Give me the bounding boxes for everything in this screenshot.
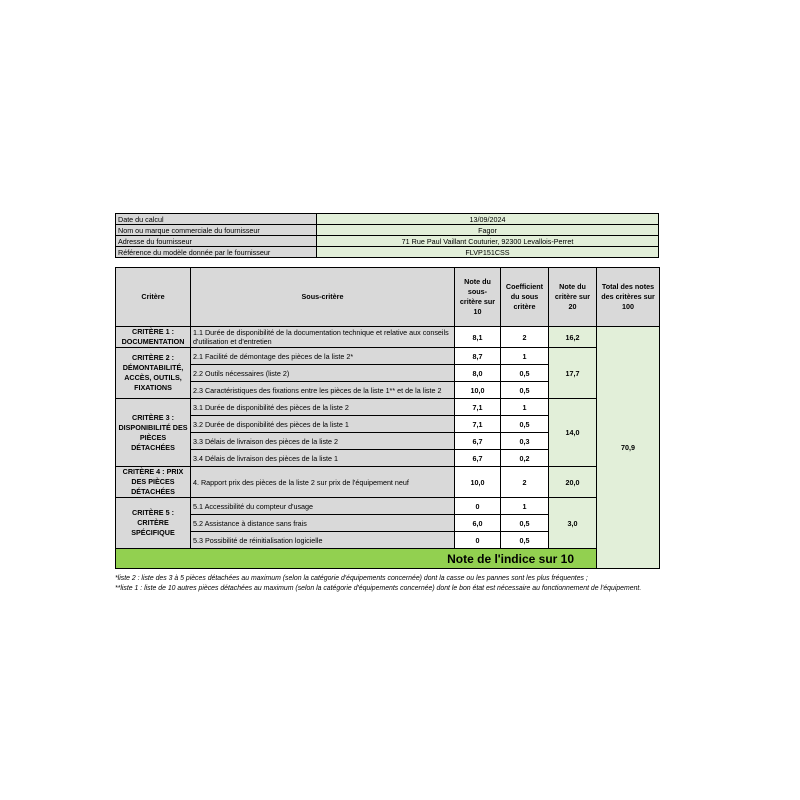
sub-criterion-coef: 1 xyxy=(501,348,549,365)
final-score-row xyxy=(116,549,660,569)
sub-criterion-note: 7,1 xyxy=(455,416,501,433)
info-label: Référence du modèle donnée par le fournisseur xyxy=(116,247,317,258)
sub-criterion-coef: 0,5 xyxy=(501,382,549,399)
info-row-date xyxy=(116,214,659,225)
sub-criterion-note: 10,0 xyxy=(455,382,501,399)
header-sous-critere: Sous-critère xyxy=(191,268,455,327)
criterion-1-name: CRITÈRE 1 : DOCUMENTATION xyxy=(116,327,191,348)
sub-criterion-coef: 2 xyxy=(501,467,549,498)
sub-criterion-coef: 0,5 xyxy=(501,515,549,532)
footnote-list-2: *liste 2 : liste des 3 à 5 pièces détachées au maximum (selon la catégorie d'équipements concernée) dont la casse ou les pannes sont les plus fréquentes ; xyxy=(115,575,588,582)
footnote-list-1: **liste 1 : liste de 10 autres pièces détachées au maximum (selon la catégorie d'équipements concernée) dont le bon état est nécessaire au fonctionnement de l'équipement. xyxy=(115,585,642,592)
header-coefficient: Coefficient du sous critère xyxy=(501,268,549,327)
sub-criterion-label: 1.1 Durée de disponibilité de la documentation technique et relative aux conseils d'utilisation et d'entretien xyxy=(191,327,455,348)
info-label: Nom ou marque commerciale du fournisseur xyxy=(116,225,317,236)
header-note-sous-critere: Note du sous-critère sur 10 xyxy=(455,268,501,327)
sub-criterion-note: 0 xyxy=(455,532,501,549)
sub-criterion-label: 5.1 Accessibilité du compteur d'usage xyxy=(191,498,455,515)
sub-criterion-coef: 0,5 xyxy=(501,532,549,549)
sub-criterion-coef: 1 xyxy=(501,399,549,416)
info-row-reference xyxy=(116,247,659,258)
sub-criterion-label: 3.3 Délais de livraison des pièces de la liste 2 xyxy=(191,433,455,450)
supplier-info-table xyxy=(115,213,659,258)
criterion-4-name: CRITÈRE 4 : PRIX DES PIÈCES DÉTACHÉES xyxy=(116,467,191,498)
table-row xyxy=(116,467,660,498)
header-row xyxy=(116,268,660,327)
info-label: Date du calcul xyxy=(116,214,317,225)
header-critere: Critère xyxy=(116,268,191,327)
sub-criterion-note: 6,7 xyxy=(455,450,501,467)
criterion-3-name: CRITÈRE 3 : DISPONIBILITÉ DES PIÈCES DÉTACHÉES xyxy=(116,399,191,467)
sub-criterion-note: 8,7 xyxy=(455,348,501,365)
final-score-label: Note de l'indice sur 10 xyxy=(116,549,597,569)
sub-criterion-note: 8,1 xyxy=(455,327,501,348)
criterion-1-note: 16,2 xyxy=(549,327,597,348)
sub-criterion-note: 0 xyxy=(455,498,501,515)
footnotes xyxy=(115,574,655,594)
info-row-address xyxy=(116,236,659,247)
info-value: 71 Rue Paul Vaillant Couturier, 92300 Levallois-Perret xyxy=(317,236,659,247)
sub-criterion-coef: 2 xyxy=(501,327,549,348)
sub-criterion-note: 8,0 xyxy=(455,365,501,382)
sub-criterion-label: 3.1 Durée de disponibilité des pièces de la liste 2 xyxy=(191,399,455,416)
header-note-critere: Note du critère sur 20 xyxy=(549,268,597,327)
sub-criterion-label: 5.2 Assistance à distance sans frais xyxy=(191,515,455,532)
sub-criterion-coef: 0,2 xyxy=(501,450,549,467)
criterion-2-name: CRITÈRE 2 : DÉMONTABILITÉ, ACCÈS, OUTILS, FIXATIONS xyxy=(116,348,191,399)
info-row-brand xyxy=(116,225,659,236)
sub-criterion-label: 5.3 Possibilité de réinitialisation logicielle xyxy=(191,532,455,549)
info-label: Adresse du fournisseur xyxy=(116,236,317,247)
criterion-4-note: 20,0 xyxy=(549,467,597,498)
info-value: 13/09/2024 xyxy=(317,214,659,225)
sub-criterion-label: 2.2 Outils nécessaires (liste 2) xyxy=(191,365,455,382)
sub-criterion-note: 10,0 xyxy=(455,467,501,498)
sub-criterion-label: 3.4 Délais de livraison des pièces de la liste 1 xyxy=(191,450,455,467)
table-row xyxy=(116,498,660,515)
sub-criterion-coef: 0,5 xyxy=(501,416,549,433)
sub-criterion-note: 6,0 xyxy=(455,515,501,532)
criterion-5-note: 3,0 xyxy=(549,498,597,549)
sub-criterion-note: 6,7 xyxy=(455,433,501,450)
table-row xyxy=(116,327,660,348)
info-value: FLVP151CSS xyxy=(317,247,659,258)
header-total: Total des notes des critères sur 100 xyxy=(597,268,660,327)
criterion-3-note: 14,0 xyxy=(549,399,597,467)
sub-criterion-label: 2.3 Caractéristiques des fixations entre les pièces de la liste 1** et de la liste 2 xyxy=(191,382,455,399)
table-row xyxy=(116,348,660,365)
sub-criterion-coef: 0,3 xyxy=(501,433,549,450)
sub-criterion-label: 4. Rapport prix des pièces de la liste 2 sur prix de l'équipement neuf xyxy=(191,467,455,498)
sub-criterion-coef: 1 xyxy=(501,498,549,515)
criterion-5-name: CRITÈRE 5 : CRITÈRE SPÉCIFIQUE xyxy=(116,498,191,549)
sub-criterion-note: 7,1 xyxy=(455,399,501,416)
total-score: 70,9 xyxy=(597,327,660,569)
sub-criterion-label: 2.1 Facilité de démontage des pièces de la liste 2* xyxy=(191,348,455,365)
criterion-2-note: 17,7 xyxy=(549,348,597,399)
repairability-score-table xyxy=(115,267,660,569)
sub-criterion-coef: 0,5 xyxy=(501,365,549,382)
info-value: Fagor xyxy=(317,225,659,236)
table-row xyxy=(116,399,660,416)
sub-criterion-label: 3.2 Durée de disponibilité des pièces de la liste 1 xyxy=(191,416,455,433)
